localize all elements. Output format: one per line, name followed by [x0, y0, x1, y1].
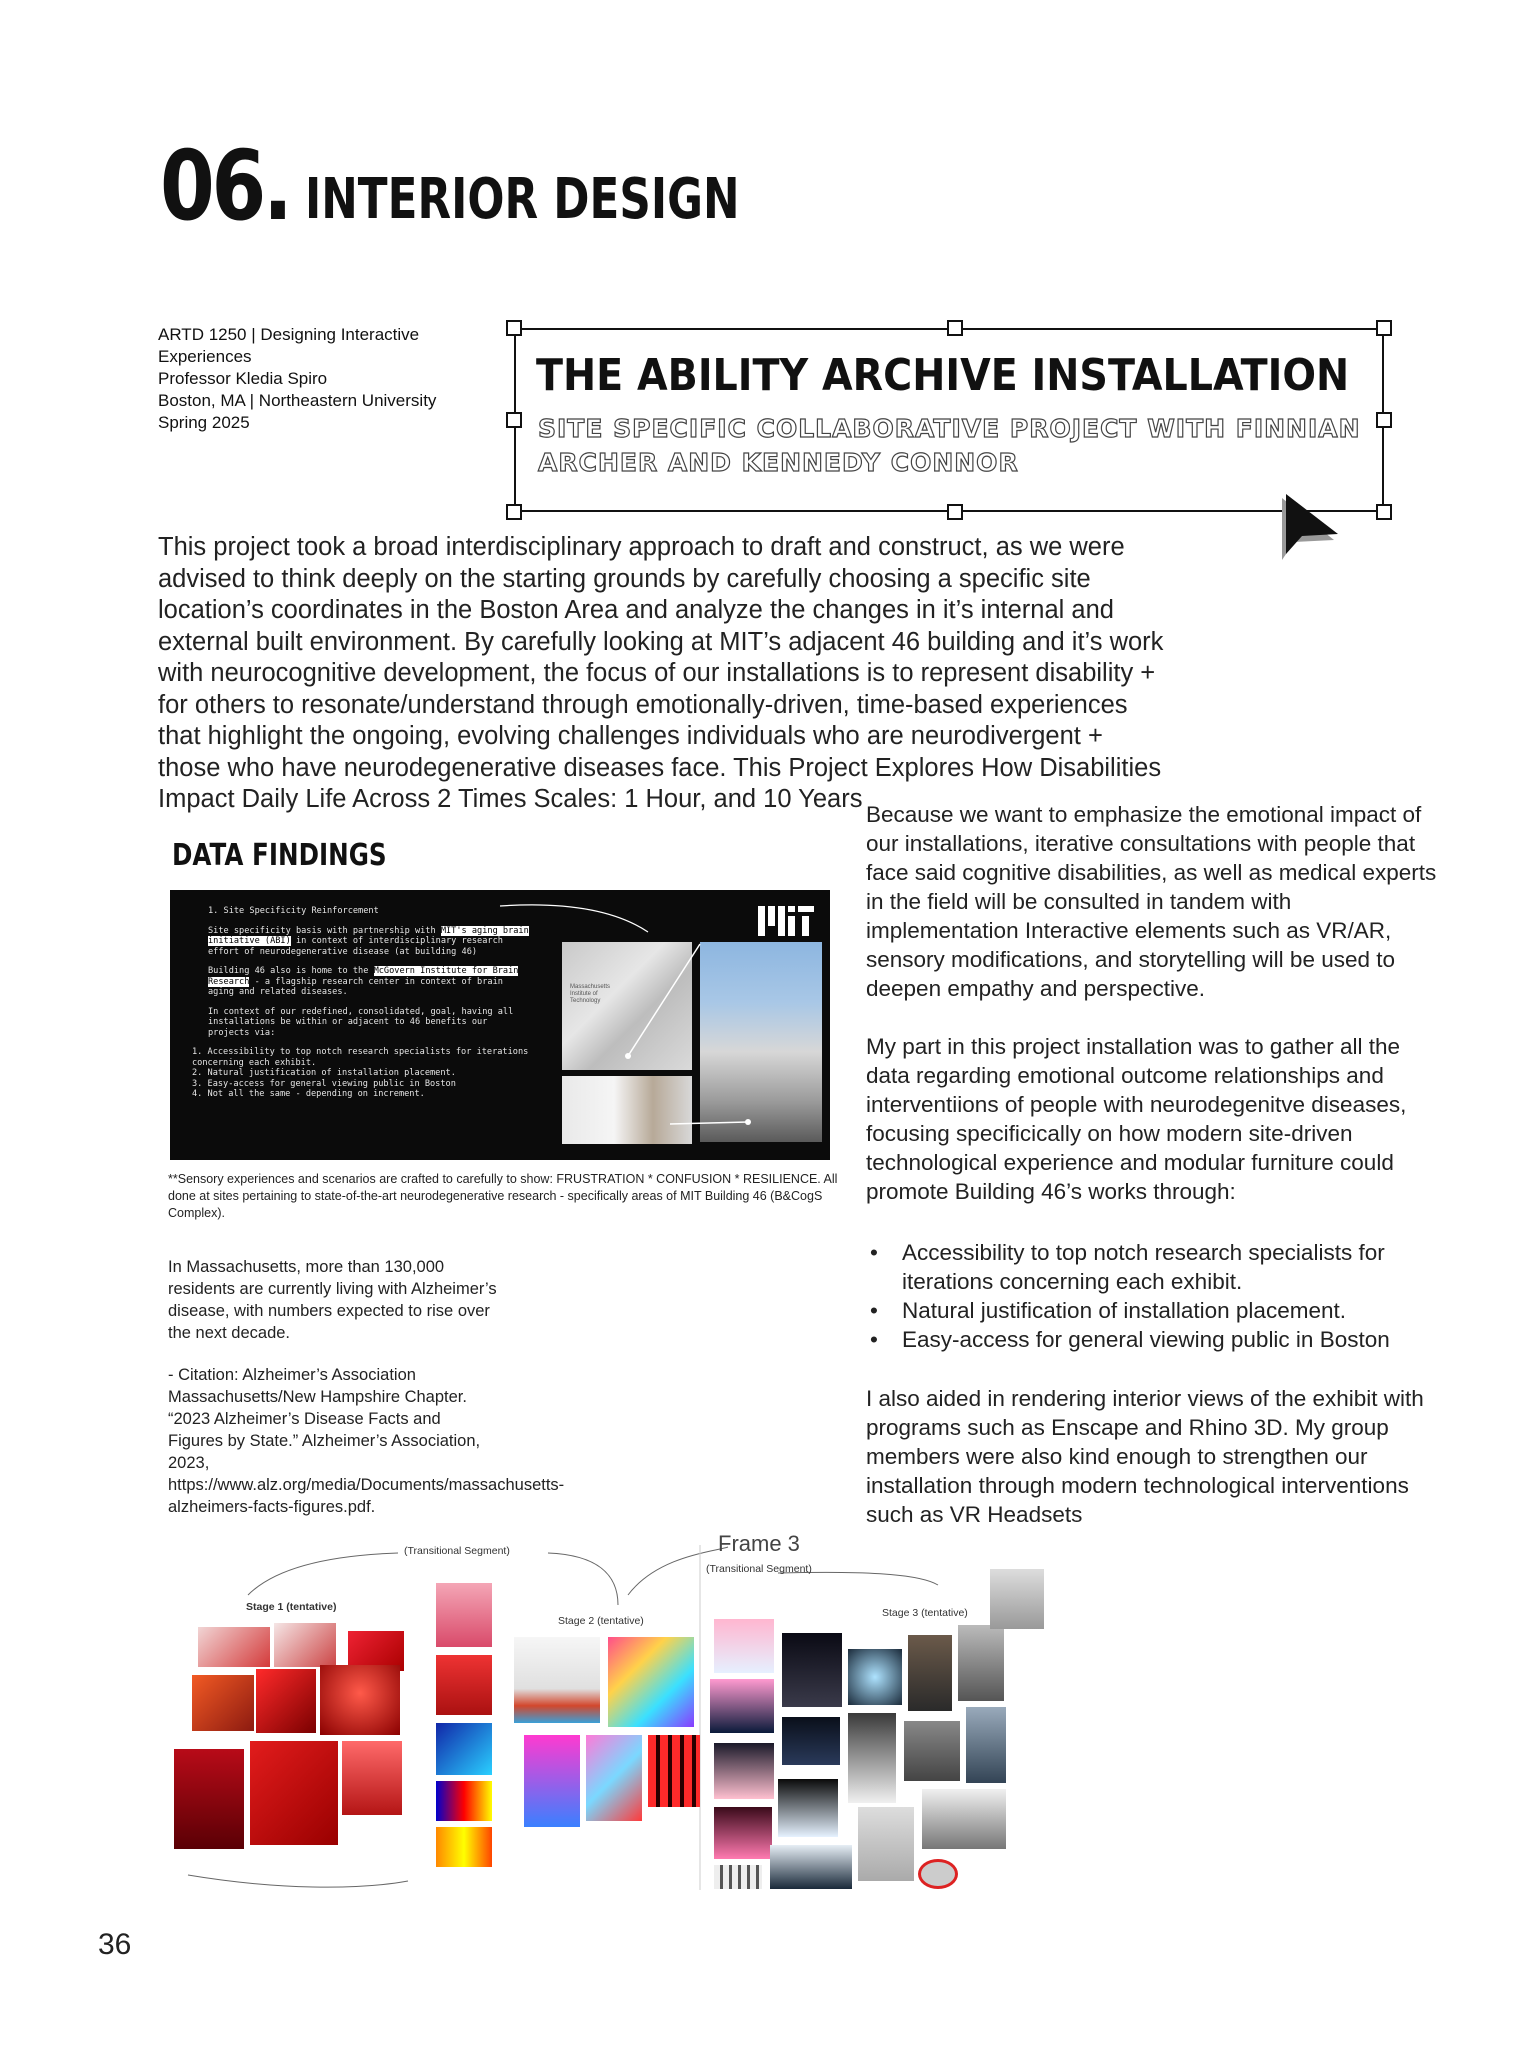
moodboard-image	[770, 1845, 852, 1889]
course-info	[158, 324, 478, 434]
sensory-footnote: **Sensory experiences and scenarios are crafted to carefully to show: FRUSTRATION * CONFUSION * RESILIENCE. All done at sites pertaining to state-of-the-art neurodegenerative research - specifically areas of MIT Building 46 (B&CogS Complex).	[168, 1172, 838, 1220]
moodboard-image	[782, 1633, 842, 1707]
moodboard-image	[436, 1583, 492, 1647]
moodboard-image	[782, 1717, 840, 1765]
moodboard-image	[858, 1807, 914, 1881]
moodboard-image	[250, 1741, 338, 1845]
moodboard-image	[608, 1637, 694, 1727]
benefits-list	[866, 1238, 1446, 1354]
frame-handle	[1376, 412, 1392, 428]
slide-numbered-item: 3. Easy-access for general viewing public in Boston	[192, 1078, 456, 1089]
moodboard-image	[198, 1627, 270, 1667]
course-line: ARTD 1250 | Designing Interactive Experiences	[158, 325, 420, 366]
slide-numbered-item: 2. Natural justification of installation placement.	[192, 1068, 456, 1078]
slide-text-run: in context of interdisciplinary research effort of neurodegenerative disease (at building 46)	[208, 936, 503, 957]
research-slide	[170, 890, 830, 1160]
frame-handle	[506, 320, 522, 336]
moodboard-image	[848, 1713, 896, 1803]
intro-paragraph: This project took a broad interdisciplinary approach to draft and construct, as we were advised to think deeply on the starting grounds by carefully choosing a specific site location’s coordinates in the Boston Area and analyze the changes in it’s internal and external built environment. By carefully looking at MIT’s adjacent 46 building and it’s work with neurocognitive development, the focus of our installations is to represent disability + for others to resonate/understand through emotionally-driven, time-based experiences that highlight the ongoing, evolving challenges individuals who are neurodivergent + those who have neurodegenerative diseases face. This Project Explores How Disabilities Impact Daily Life Across 2 Times Scales: 1 Hour, and 10 Years	[158, 533, 1164, 813]
moodboard-image	[922, 1789, 1006, 1849]
moodboard-image	[174, 1749, 244, 1849]
map-label: Massachusetts Institute of Technology	[570, 984, 611, 1004]
emotional-impact-paragraph: Because we want to emphasize the emotional impact of our installations, iterative consultations with people that face said cognitive disabilities, as well as medical experts in the field will be consulted in tandem with implementation Interactive elements such as VR/AR, sensory modifications, and storytelling will be used to deepen empathy and perspective.	[866, 802, 1437, 1001]
moodboard-image	[714, 1619, 774, 1673]
moodboard-image	[342, 1741, 402, 1815]
stage3-label: Stage 3 (tentative)	[882, 1607, 968, 1619]
data-findings-heading: DATA FINDINGS	[172, 838, 387, 873]
slide-text-run: Building 46 also is home to the	[208, 966, 374, 976]
section-title: INTERIOR DESIGN	[305, 167, 740, 232]
moodboard-image	[918, 1859, 958, 1889]
professor-line: Professor Kledia Spiro	[158, 369, 328, 388]
my-part-paragraph: My part in this project installation was to gather all the data regarding emotional outcome relationships and interventiions of people with neurodegenitve diseases, focusing specificically on how modern site-driven technological experience and modular furniture could promote Building 46’s works through:	[866, 1034, 1407, 1204]
project-title: THE ABILITY ARCHIVE INSTALLATION	[536, 350, 1350, 401]
list-item: • Natural justification of installation placement.	[870, 1298, 1346, 1323]
frame-handle	[1376, 504, 1392, 520]
slide-connector-lines	[170, 890, 830, 1160]
frame-handle	[947, 320, 963, 336]
right-column	[866, 800, 1446, 1235]
moodboard-image	[908, 1635, 952, 1711]
moodboard-image	[990, 1569, 1044, 1629]
alzheimers-statistic: In Massachusetts, more than 130,000 residents are currently living with Alzheimer’s disease, with numbers expected to rise over the next decade.	[168, 1258, 497, 1342]
moodboard-image	[714, 1865, 762, 1889]
location-line: Boston, MA | Northeastern University	[158, 391, 437, 410]
moodboard-image	[778, 1779, 838, 1837]
moodboard-image	[436, 1655, 492, 1715]
moodboard-image	[524, 1735, 580, 1827]
moodboard-image	[586, 1735, 642, 1821]
project-subtitle: SITE SPECIFIC COLLABORATIVE PROJECT WITH FINNIAN ARCHER AND KENNEDY CONNOR	[538, 414, 1361, 477]
moodboard-image	[320, 1665, 400, 1735]
slide-text-run: Site specificity basis with partnership with	[208, 925, 441, 936]
cursor-arrow-icon	[1272, 492, 1342, 564]
moodboard-image	[192, 1675, 254, 1731]
list-item: • Easy-access for general viewing public in Boston	[870, 1327, 1390, 1352]
stage1-label: Stage 1 (tentative)	[246, 1601, 337, 1613]
moodboard-image	[714, 1807, 772, 1859]
moodboard-image	[514, 1637, 600, 1723]
moodboard-image	[710, 1679, 774, 1733]
moodboard-image	[714, 1743, 774, 1799]
stage2-label: Stage 2 (tentative)	[558, 1615, 644, 1627]
moodboard-image	[904, 1721, 960, 1781]
citation: - Citation: Alzheimer’s Association Massachusetts/New Hampshire Chapter. “2023 Alzheimer’s Disease Facts and Figures by State.” Alzheimer’s Association, 2023, https://www.alz.org/media/Documents/massachusetts-alzheimers-facts-figures.pdf.	[168, 1366, 565, 1516]
moodboard-image	[256, 1669, 316, 1733]
page-number: 36	[98, 1928, 132, 1961]
moodboard-image	[958, 1625, 1004, 1701]
moodboard-image	[274, 1623, 336, 1667]
slide-bullet: In context of our redefined, consolidated, goal, having all installations be within or adjacent to 46 benefits our projects via:	[208, 1006, 514, 1038]
moodboard-image	[648, 1735, 700, 1807]
slide-numbered-item: 4. Not all the same - depending on increment.	[192, 1089, 425, 1099]
moodboard-image	[848, 1649, 902, 1705]
transitional-label: (Transitional Segment)	[706, 1563, 812, 1575]
moodboard-image	[436, 1781, 492, 1821]
section-number: 06.	[160, 130, 290, 242]
transitional-label: (Transitional Segment)	[404, 1545, 510, 1557]
list-item: • Accessibility to top notch research specialists for iterations concerning each exhibit.	[870, 1240, 1385, 1294]
term-line: Spring 2025	[158, 413, 250, 432]
frame-handle	[947, 504, 963, 520]
slide-numbered-item: 1. Accessibility to top notch research specialists for iterations concerning each exhibit.	[192, 1047, 529, 1068]
highlight-mcgovern: McGovern Institute for Brain Research	[208, 966, 519, 987]
slide-text-run: - a flagship research center in context of brain aging and related diseases.	[208, 976, 503, 997]
rendering-paragraph: I also aided in rendering interior views of the exhibit with programs such as Enscape and Rhino 3D. My group members were also kind enough to strengthen our installation through modern technological interventions such as VR Headsets	[866, 1386, 1424, 1527]
frame-label: Frame 3	[718, 1531, 800, 1556]
highlight-abi: MIT's aging brain initiative (ABI)	[208, 925, 529, 946]
moodboard-image	[436, 1827, 492, 1867]
moodboard-image	[436, 1723, 492, 1775]
frame-handle	[506, 412, 522, 428]
slide-title: 1. Site Specificity Reinforcement	[208, 906, 379, 916]
moodboard-image	[966, 1707, 1006, 1783]
frame-handle	[1376, 320, 1392, 336]
frame-handle	[506, 504, 522, 520]
moodboard	[158, 1531, 1088, 1890]
